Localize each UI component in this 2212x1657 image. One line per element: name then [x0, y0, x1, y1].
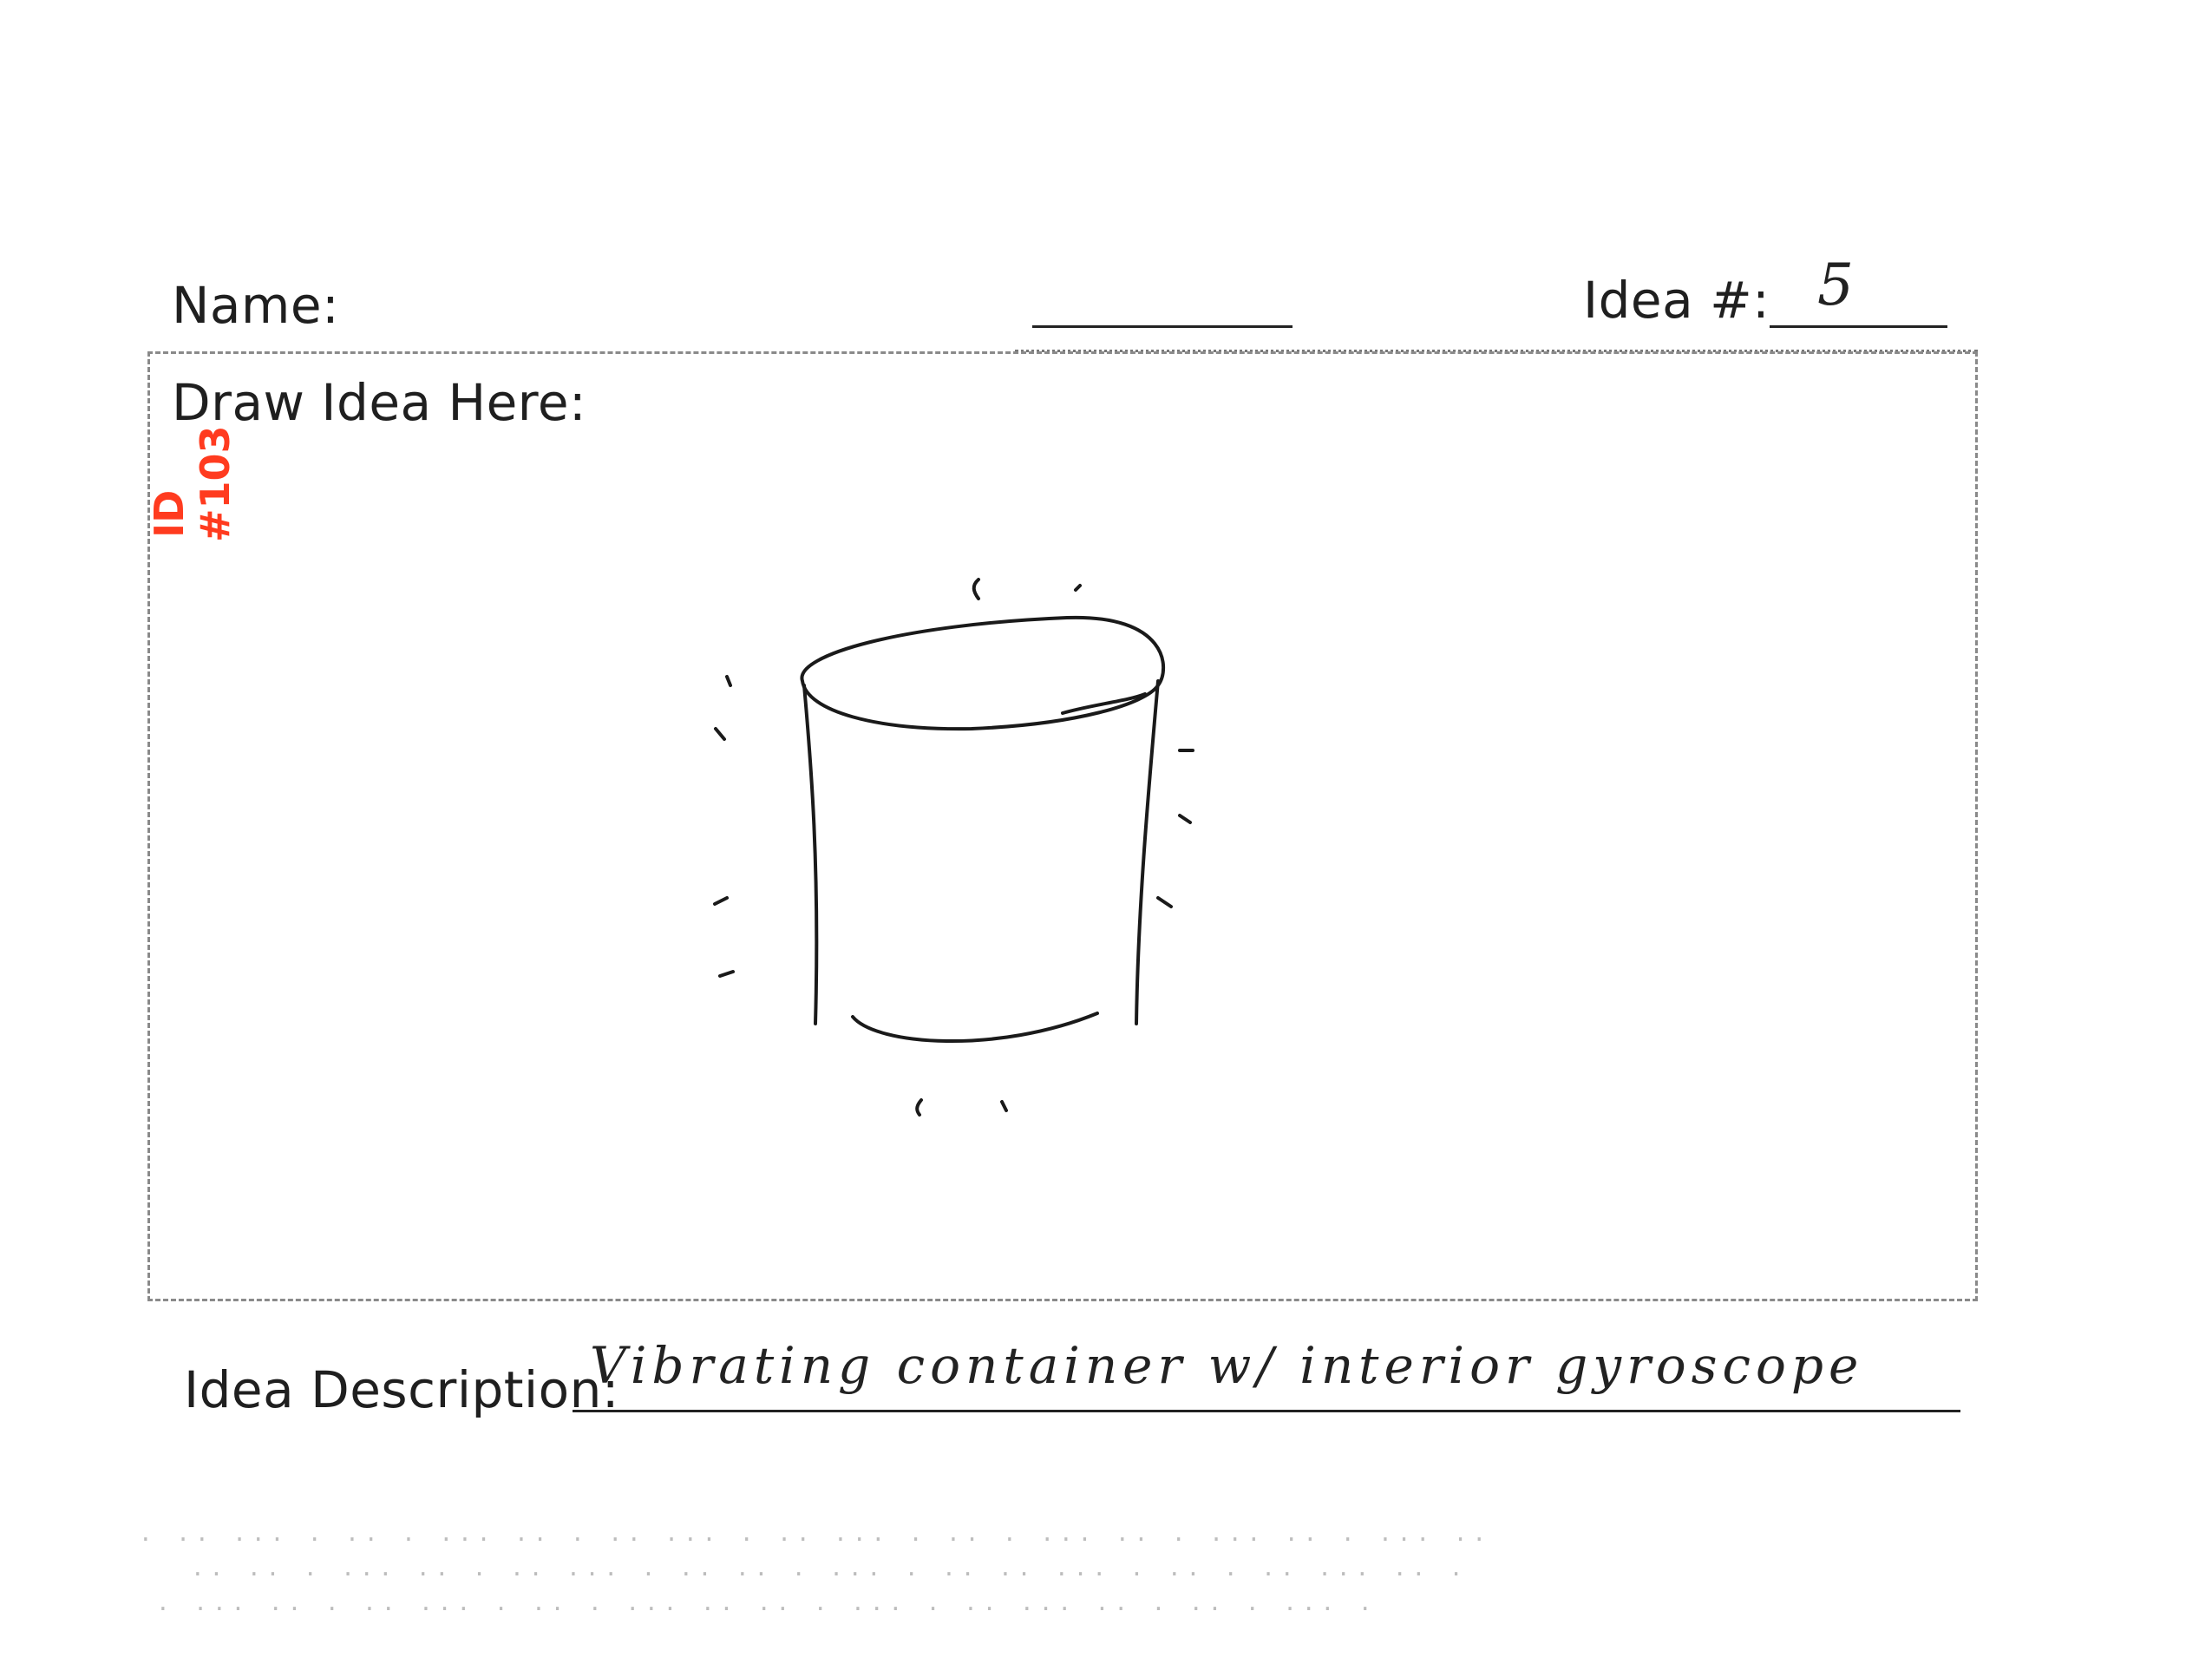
cup-right-side: [1136, 681, 1158, 1024]
vibration-mark: [720, 972, 733, 976]
description-underline: [573, 1410, 1960, 1412]
vibration-mark: [974, 580, 978, 599]
scan-noise: · ·· ··· · ·· · ··· ·· · ·· ··· · ·· ··· · ·· · ··· ·· · ··· ·· · ··· ··: [139, 1527, 1492, 1553]
cup-bottom: [853, 1013, 1097, 1041]
idea-number-value[interactable]: 5: [1817, 252, 1854, 318]
description-label: Idea Description:: [184, 1360, 619, 1419]
vibration-mark: [1002, 1102, 1006, 1110]
draw-label: Draw Idea Here:: [172, 373, 587, 432]
cup-rim: [802, 618, 1163, 729]
vibration-mark: [917, 1100, 921, 1115]
scan-noise: · ··· ·· · ·· ··· · ·· · ··· ·· ·· · ··· · ·· ··· ·· · ·· · ··· ·: [156, 1596, 1378, 1622]
name-label: Name:: [172, 276, 340, 335]
id-stamp-line2: #103: [192, 425, 239, 542]
vibration-mark: [727, 677, 730, 685]
vibration-mark: [715, 898, 727, 904]
scan-noise: ·· ·· · ··· ·· · ·· ··· · ·· ·· · ··· · ·· ·· ··· · ·· · ·· ··· ·· ·: [191, 1562, 1469, 1588]
vibration-mark: [1180, 815, 1190, 822]
id-stamp-line1: ID: [146, 489, 193, 538]
idea-number-label: Idea #:: [1583, 271, 1770, 330]
description-value[interactable]: Vibrating container w/ interior gyroscope: [590, 1336, 1864, 1395]
vibration-mark: [1158, 898, 1171, 907]
vibration-mark: [1076, 586, 1080, 590]
cup-left-side: [804, 685, 816, 1024]
vibration-mark: [716, 729, 724, 739]
